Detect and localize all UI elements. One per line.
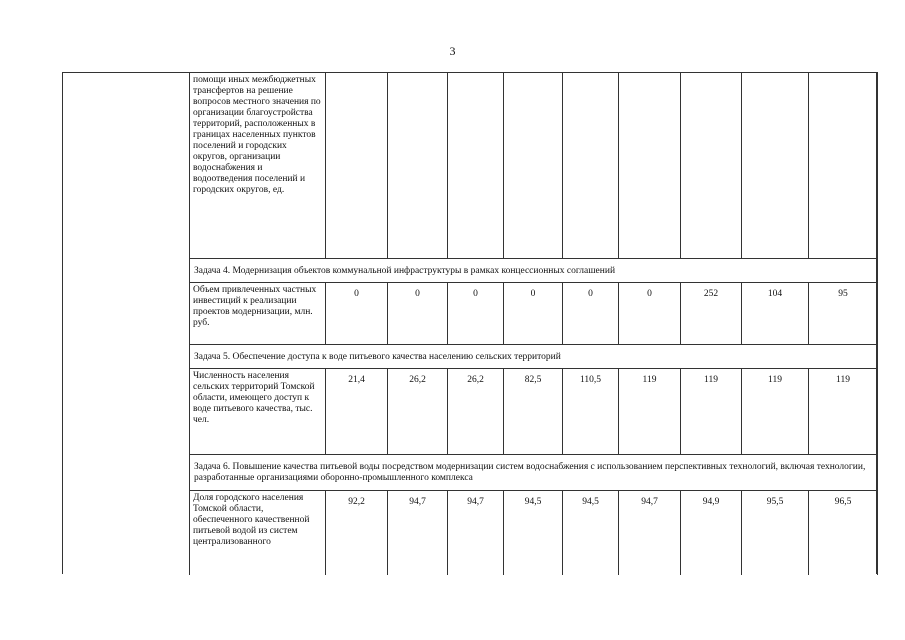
- value-cell: 94,7: [619, 491, 681, 575]
- indicator-label: Численность населения сельских территорий Томской области, имеющего доступ к воде питьевого качества, тыс. чел.: [190, 369, 326, 455]
- value-cell: 96,5: [809, 491, 878, 575]
- value-cell: 110,5: [563, 369, 619, 455]
- task-row: [190, 455, 878, 491]
- task-heading: Задача 4. Модернизация объектов коммунальной инфраструктуры в рамках концессионных соглашений: [190, 259, 878, 283]
- indicators-table: [189, 72, 878, 575]
- value-cell: 92,2: [326, 491, 388, 575]
- value-cell: [681, 73, 742, 259]
- value-cell: [388, 73, 448, 259]
- table-row: [190, 491, 878, 575]
- value-cell: 94,9: [681, 491, 742, 575]
- value-cell: [448, 73, 504, 259]
- value-cell: [742, 73, 809, 259]
- value-cell: 94,5: [563, 491, 619, 575]
- page-number: 3: [449, 44, 456, 58]
- value-cell: 119: [619, 369, 681, 455]
- value-cell: [563, 73, 619, 259]
- indicator-label: Объем привлеченных частных инвестиций к реализации проектов модернизации, млн. руб.: [190, 283, 326, 345]
- value-cell: 82,5: [504, 369, 563, 455]
- value-cell: 94,7: [448, 491, 504, 575]
- value-cell: 21,4: [326, 369, 388, 455]
- value-cell: [809, 73, 878, 259]
- value-cell: 94,7: [388, 491, 448, 575]
- indicator-label: Доля городского населения Томской области, обеспеченного качественной питьевой водой из систем централизованного: [190, 491, 326, 575]
- value-cell: [326, 73, 388, 259]
- value-cell: [504, 73, 563, 259]
- table-row: [190, 283, 878, 345]
- value-cell: [619, 73, 681, 259]
- value-cell: 119: [742, 369, 809, 455]
- task-heading: Задача 5. Обеспечение доступа к воде питьевого качества населению сельских территорий: [190, 345, 878, 369]
- indicator-label: помощи иных межбюджетных трансфертов на решение вопросов местного значения по организации благоустройства территорий, расположенных в границах населенных пунктов поселений и городских округов, организации водоснабжения и водоотведения поселений и городских округов, ед.: [190, 73, 326, 259]
- value-cell: 0: [619, 283, 681, 345]
- task-row: [190, 345, 878, 369]
- value-cell: 0: [448, 283, 504, 345]
- value-cell: 119: [809, 369, 878, 455]
- table-row: [190, 369, 878, 455]
- value-cell: 0: [504, 283, 563, 345]
- value-cell: 119: [681, 369, 742, 455]
- task-heading: Задача 6. Повышение качества питьевой воды посредством модернизации систем водоснабжения с использованием перспективных технологий, включая технологии, разработанные организациями оборонно-промышленного комплекса: [190, 455, 878, 491]
- value-cell: 94,5: [504, 491, 563, 575]
- value-cell: 95: [809, 283, 878, 345]
- table-row: [190, 73, 878, 259]
- value-cell: 0: [563, 283, 619, 345]
- value-cell: 0: [326, 283, 388, 345]
- value-cell: 95,5: [742, 491, 809, 575]
- value-cell: 252: [681, 283, 742, 345]
- value-cell: 0: [388, 283, 448, 345]
- value-cell: 26,2: [388, 369, 448, 455]
- value-cell: 104: [742, 283, 809, 345]
- task-row: [190, 259, 878, 283]
- value-cell: 26,2: [448, 369, 504, 455]
